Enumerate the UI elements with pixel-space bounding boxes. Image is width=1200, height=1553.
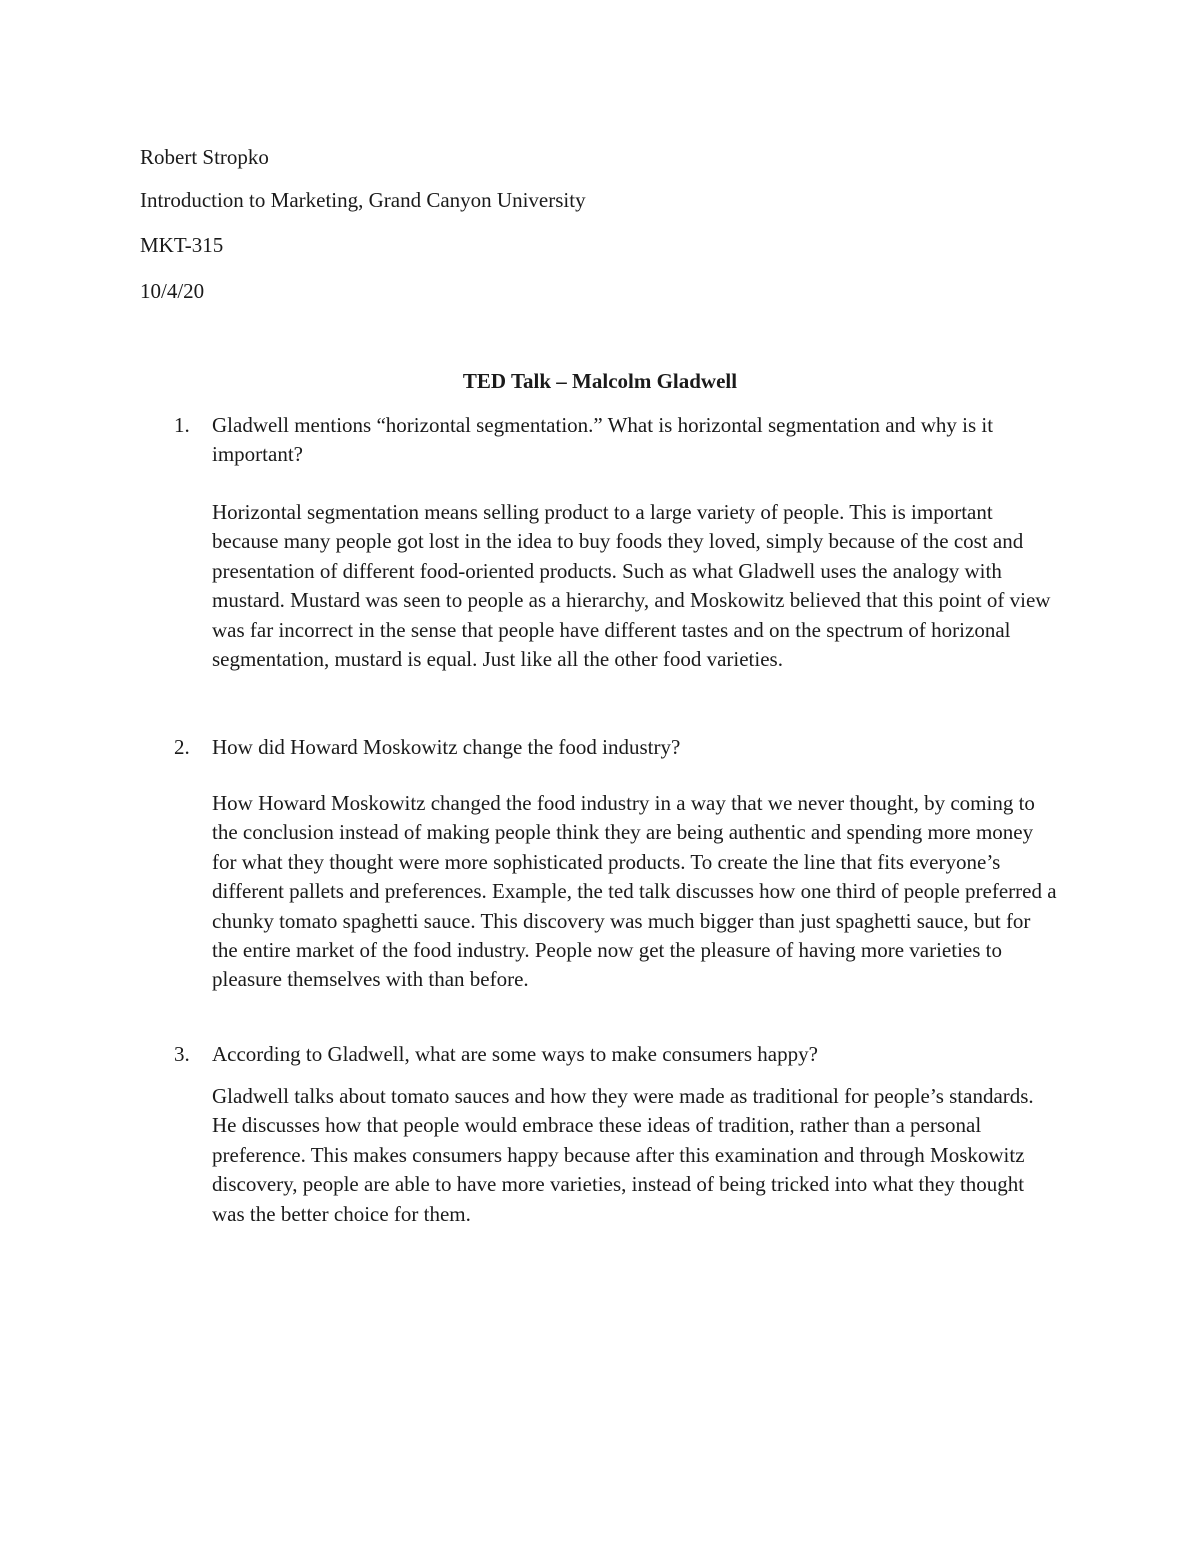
question-text: According to Gladwell, what are some ways to make consumers happy? (212, 1042, 818, 1066)
question-number: 2. (174, 735, 190, 759)
author-name: Robert Stropko (140, 145, 269, 169)
document-title: TED Talk – Malcolm Gladwell (462, 369, 738, 393)
answer-2: How Howard Moskowitz changed the food industry in a way that we never thought, by coming to the conclusion instead of making people think they are being authentic and spending more money for what they thought were more sophisticated products. To create the line that fits everyone’s different pallets and preferences. Example, the ted talk discusses how one third of people preferred a chunky tomato spaghetti sauce. This discovery was much bigger than just spaghetti sauce, but for the entire market of the food industry. People now get the pleasure of having more varieties to pleasure themselves with than before. (212, 791, 1057, 992)
document-date: 10/4/20 (140, 279, 205, 303)
question-text: How did Howard Moskowitz change the food industry? (212, 735, 681, 759)
answer-1: Horizontal segmentation means selling product to a large variety of people. This is important because many people got lost in the idea to buy foods they loved, simply because of the cost and presentation of different food-oriented products. Such as what Gladwell uses the analogy with mustard. Mustard was seen to people as a hierarchy, and Moskowitz believed that this point of view was far incorrect in the sense that people have different tastes and on the spectrum of horizonal segmentation, mustard is equal. Just like all the other food varieties. (212, 500, 1051, 672)
course-code: MKT-315 (140, 233, 224, 257)
question-number: 1. (174, 413, 190, 437)
question-number: 3. (174, 1042, 190, 1066)
course-name: Introduction to Marketing, Grand Canyon University (140, 188, 586, 212)
answer-3: Gladwell talks about tomato sauces and how they were made as traditional for people’s standards. He discusses how that people would embrace these ideas of tradition, rather than a personal preference. This makes consumers happy because after this examination and through Moskowitz discovery, people are able to have more varieties, instead of being tricked into what they thought was the better choice for them. (212, 1084, 1034, 1226)
question-text: Gladwell mentions “horizontal segmentation.” What is horizontal segmentation and why is it important? (212, 413, 994, 467)
